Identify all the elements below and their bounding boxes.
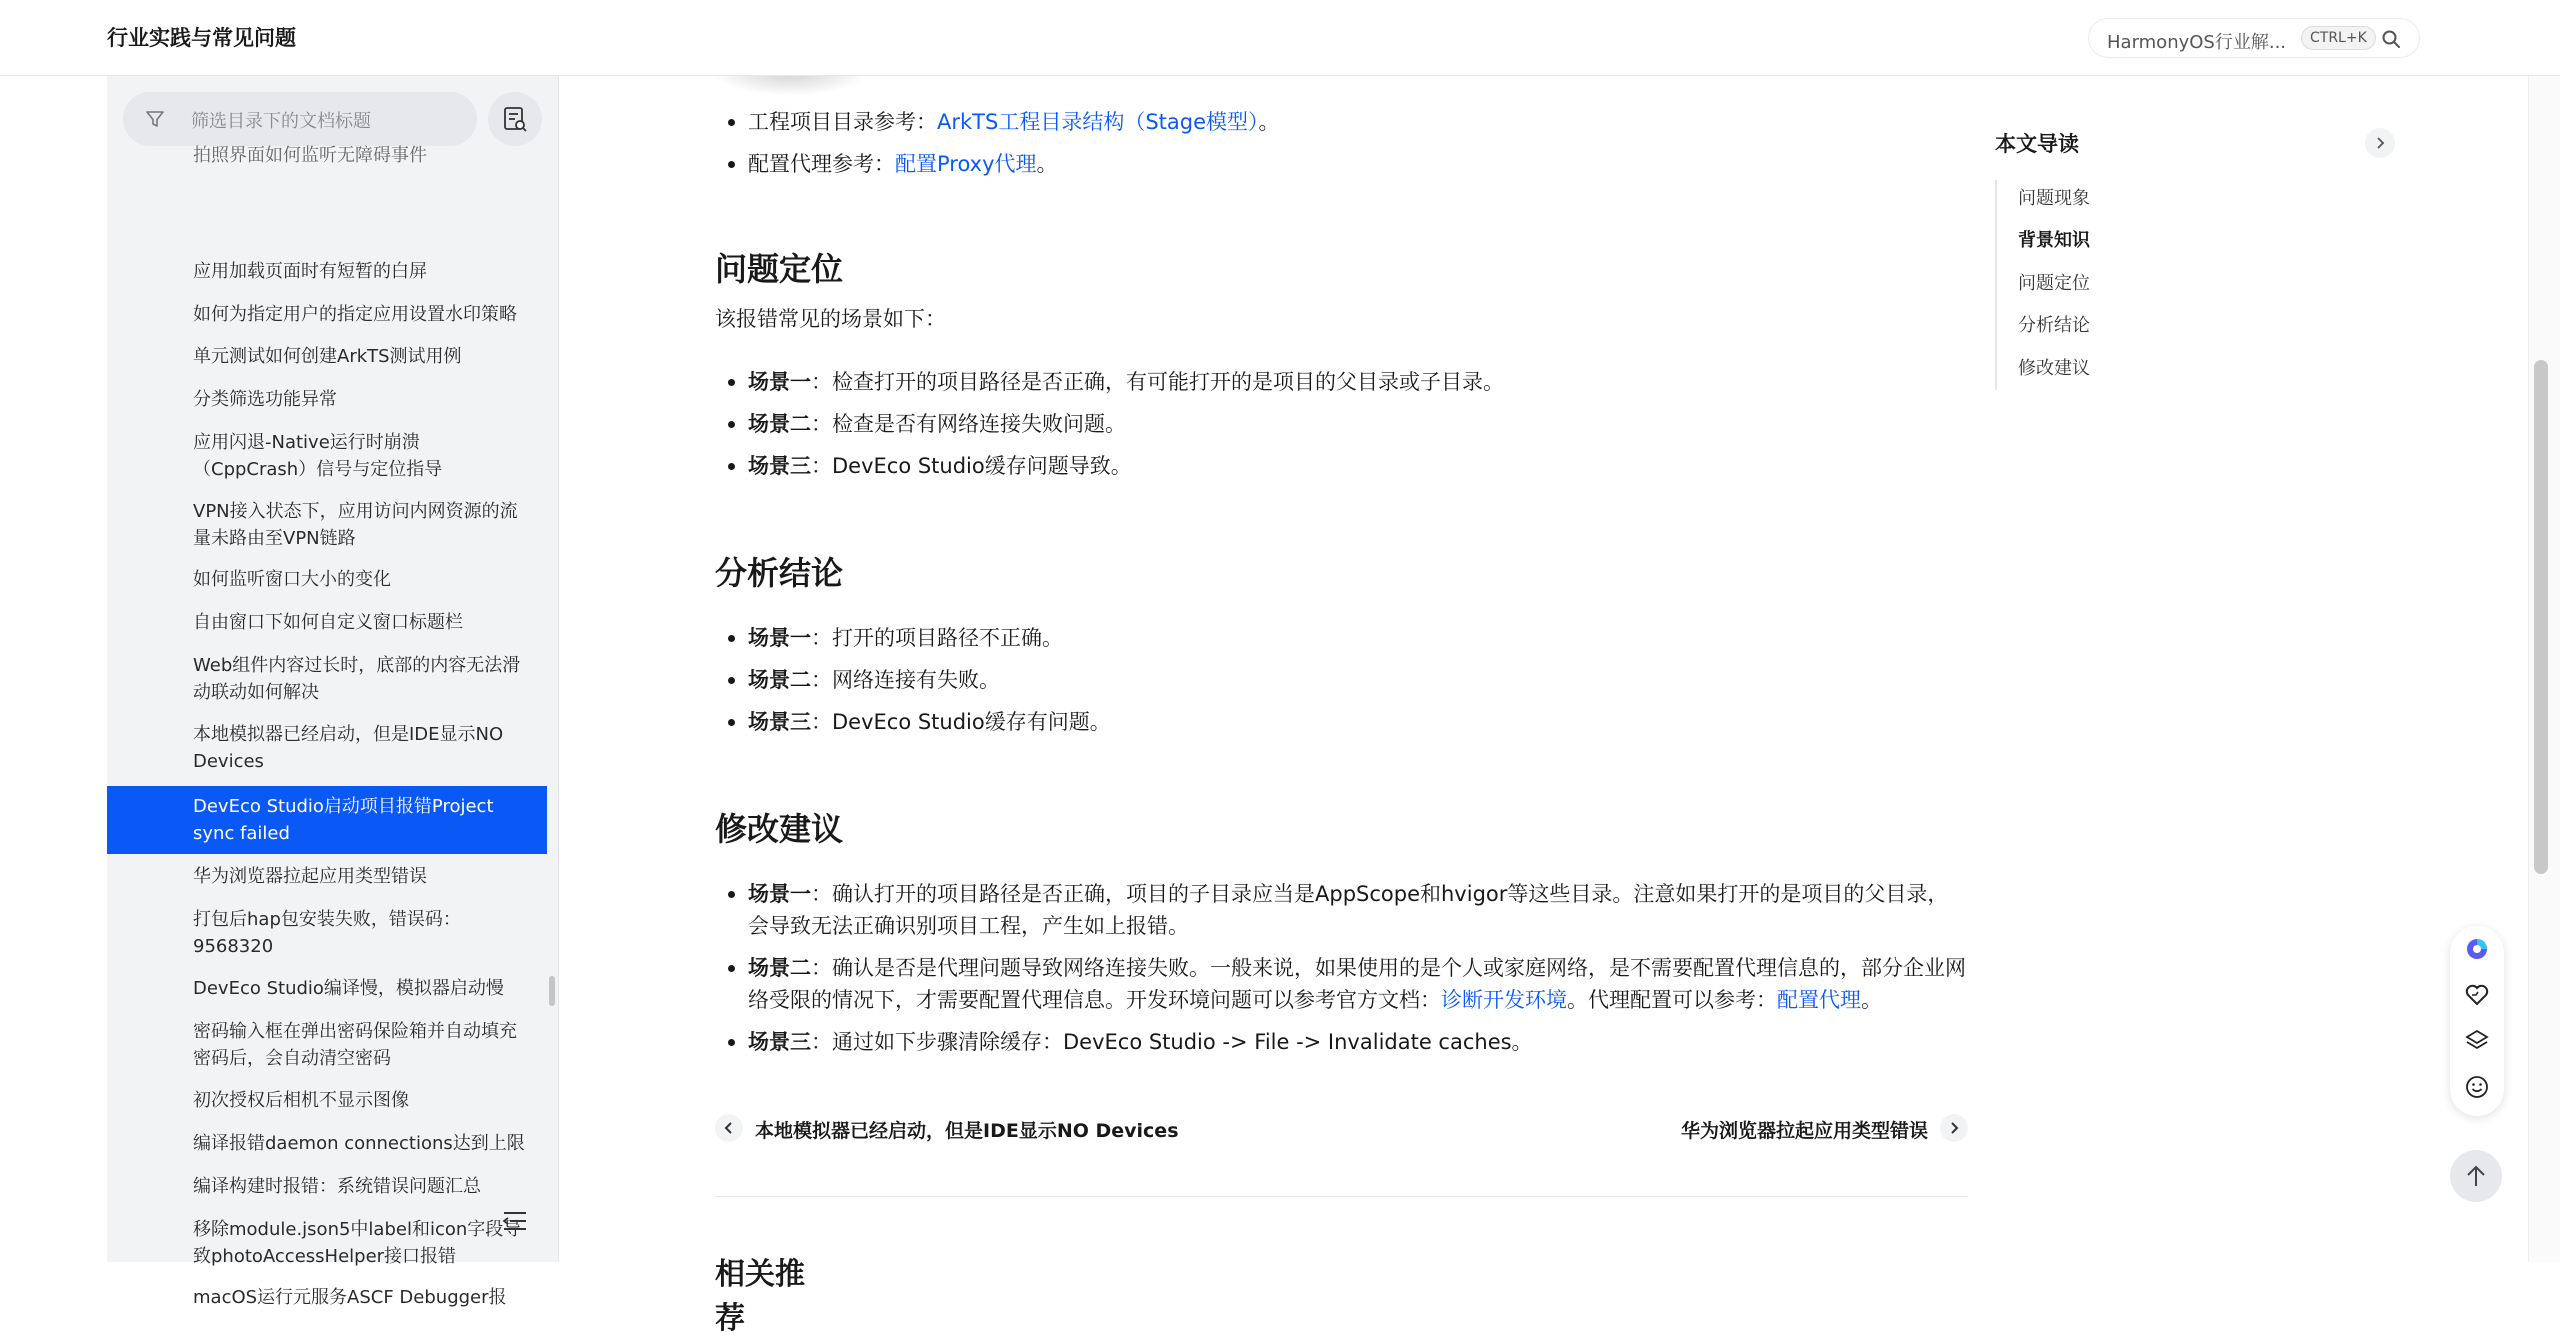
nav-list [107,145,547,1308]
sidebar-item[interactable]: 自由窗口下如何自定义窗口标题栏 [193,612,463,633]
sidebar-scrollbar[interactable] [549,976,555,1006]
scenario-label: 场景二 [748,956,811,980]
document-list-button[interactable] [488,92,542,146]
scenario-text: ：检查打开的项目路径是否正确，有可能打开的是项目的父目录或子目录。 [811,370,1504,394]
locate-intro: 该报错常见的场景如下： [715,307,946,331]
next-page-button[interactable] [1940,1114,1968,1142]
search-input[interactable]: HarmonyOS行业解... [2107,32,2287,53]
chevron-right-icon [2375,137,2385,149]
sidebar-item[interactable]: 初次授权后相机不显示图像 [193,1090,409,1111]
next-page-link[interactable]: 华为浏览器拉起应用类型错误 [1680,1120,1928,1142]
sidebar-item[interactable]: 打包后hap包安装失败，错误码：9568320 [193,909,461,957]
search-icon[interactable] [2381,29,2401,49]
sidebar-item[interactable]: macOS运行元服务ASCF Debugger报 [193,1287,507,1308]
scenario-text: ：确认打开的项目路径是否正确，项目的子目录应当是AppScope和hvigor等这些目录。注意如果打开的是项目的父目录，会导致无法正确识别项目工程，产生如上报错。 [748,882,1949,938]
scenario-label: 场景一 [748,370,811,394]
sidebar-item[interactable]: 密码输入框在弹出密码保险箱并自动填充密码后，会自动清空密码 [193,1021,517,1069]
sidebar-item[interactable]: 应用闪退-Native运行时崩溃（CppCrash）信号与定位指导 [193,432,443,480]
scenario-label: 场景三 [748,710,811,734]
scenario-label: 场景二 [748,668,811,692]
sidebar-item[interactable]: 本地模拟器已经启动，但是IDE显示NO Devices [193,724,504,772]
sidebar-item[interactable]: 移除module.json5中label和icon字段导致photoAccessHelper接口报错 [193,1219,522,1267]
scenario-text: ：DevEco Studio缓存有问题。 [811,710,1111,734]
sidebar-item[interactable]: 编译构建时报错：系统错误问题汇总 [193,1176,481,1197]
chevron-right-icon [1948,1121,1960,1135]
toc-rail [1995,180,1997,390]
toc-item[interactable]: 问题现象 [2018,188,2090,209]
scenario-label: 场景一 [748,626,811,650]
pager [715,1114,1968,1164]
list-item [748,408,1968,440]
favorite-icon[interactable] [2464,982,2490,1008]
reference-item [748,106,1968,138]
toc-item-current[interactable]: 背景知识 [2018,230,2090,251]
sidebar-item[interactable]: DevEco Studio编译慢，模拟器启动慢 [193,978,504,999]
toc-title: 本文导读 [1995,132,2079,156]
section-heading-locate: 问题定位 [715,250,844,288]
scenario-text: ：网络连接有失败。 [811,668,1000,692]
scenario-text: ：打开的项目路径不正确。 [811,626,1063,650]
scenario-label: 场景一 [748,882,811,906]
scenario-label: 场景二 [748,412,811,436]
sidebar [107,76,559,1308]
toc-item[interactable]: 问题定位 [2018,273,2090,294]
reference-label: 配置代理参考： [748,152,895,176]
scenario-text: ：确认是否是代理问题导致网络连接失败。一般来说，如果使用的是个人或家庭网络，是不需要配置代理信息的，部分企业网络受限的情况下，才需要配置代理信息。开发环境问题可以参考官方文档： [748,956,1966,1012]
prev-page-link[interactable]: 本地模拟器已经启动，但是IDE显示NO Devices [755,1120,1179,1142]
floating-toolbar [2450,926,2504,1116]
punctuation: 。 [1861,988,1882,1012]
sidebar-item[interactable]: 分类筛选功能异常 [193,389,337,410]
list-item [748,952,1968,1016]
reference-list [748,106,1968,180]
arrow-up-icon [2465,1164,2487,1188]
section-heading-conclusion: 分析结论 [715,554,844,592]
sidebar-item[interactable]: 如何为指定用户的指定应用设置水印策略 [193,304,517,325]
sidebar-item[interactable]: 应用加载页面时有短暂的白屏 [193,261,427,282]
list-item [748,878,1968,942]
scenario-text: ：DevEco Studio缓存问题导致。 [811,454,1132,478]
sidebar-item[interactable]: VPN接入状态下，应用访问内网资源的流量未路由至VPN链路 [193,501,518,549]
filter-icon [145,109,165,129]
layers-icon[interactable] [2464,1028,2490,1054]
toc-item[interactable]: 分析结论 [2018,315,2090,336]
reference-item [748,148,1968,180]
section-heading-fix: 修改建议 [715,810,844,848]
diagnose-env-link[interactable]: 诊断开发环境 [1441,988,1567,1012]
ai-assistant-icon[interactable] [2464,936,2490,962]
sidebar-item[interactable]: Web组件内容过长时，底部的内容无法滑动联动如何解决 [193,655,521,703]
reference-link[interactable]: 配置Proxy代理 [895,152,1037,176]
scenario-label: 场景三 [748,454,811,478]
punctuation: 。 [1036,152,1058,176]
sidebar-item[interactable]: 华为浏览器拉起应用类型错误 [193,866,427,887]
list-item [748,366,1968,398]
nav-item-partial[interactable]: 拍照界面如何监听无障碍事件 [193,145,427,166]
reference-link[interactable]: ArkTS工程目录结构（Stage模型） [937,110,1259,134]
filter-input[interactable]: 筛选目录下的文档标题 [191,111,371,132]
toc-collapse-button[interactable] [2365,128,2395,158]
left-gutter [0,76,107,1262]
top-bar [0,0,2560,76]
back-to-top-button[interactable] [2450,1150,2502,1202]
reference-label: 工程项目目录参考： [748,110,937,134]
list-item [748,450,1968,482]
next-section-heading: 相关推荐 [715,1257,805,1336]
fix-list [748,878,1968,1058]
scenario-text: ：通过如下步骤清除缓存：DevEco Studio -> File -> Invalidate caches。 [811,1030,1533,1054]
list-item [748,1026,1968,1058]
chevron-left-icon [723,1121,735,1135]
site-title[interactable]: 行业实践与常见问题 [107,26,296,50]
feedback-smile-icon[interactable] [2464,1074,2490,1100]
sidebar-item[interactable]: 编译报错daemon connections达到上限 [193,1133,525,1154]
proxy-config-link[interactable]: 配置代理 [1777,988,1861,1012]
shortcut-badge: CTRL+K [2301,26,2376,50]
list-item [748,706,1968,738]
punctuation: 。 [1258,110,1280,134]
conclusion-list [748,622,1968,738]
sidebar-item[interactable]: 单元测试如何创建ArkTS测试用例 [193,346,462,367]
collapse-menu-icon[interactable] [502,1210,528,1232]
sidebar-item-active[interactable]: DevEco Studio启动项目报错Project sync failed [107,786,547,854]
document-icon [503,106,527,132]
table-of-contents [1995,124,2400,424]
list-item [748,622,1968,654]
filter-box[interactable] [123,92,477,146]
list-item [748,664,1968,696]
locate-list [748,366,1968,482]
sidebar-item[interactable]: 如何监听窗口大小的变化 [193,569,391,590]
divider [715,1196,1968,1197]
search-box[interactable] [2088,18,2420,58]
page-scrollbar[interactable] [2534,360,2548,874]
prev-page-button[interactable] [715,1114,743,1142]
scenario-label: 场景三 [748,1030,811,1054]
scenario-text: ：检查是否有网络连接失败问题。 [811,412,1126,436]
scenario-text: 。代理配置可以参考： [1567,988,1777,1012]
toc-item[interactable]: 修改建议 [2018,358,2090,379]
